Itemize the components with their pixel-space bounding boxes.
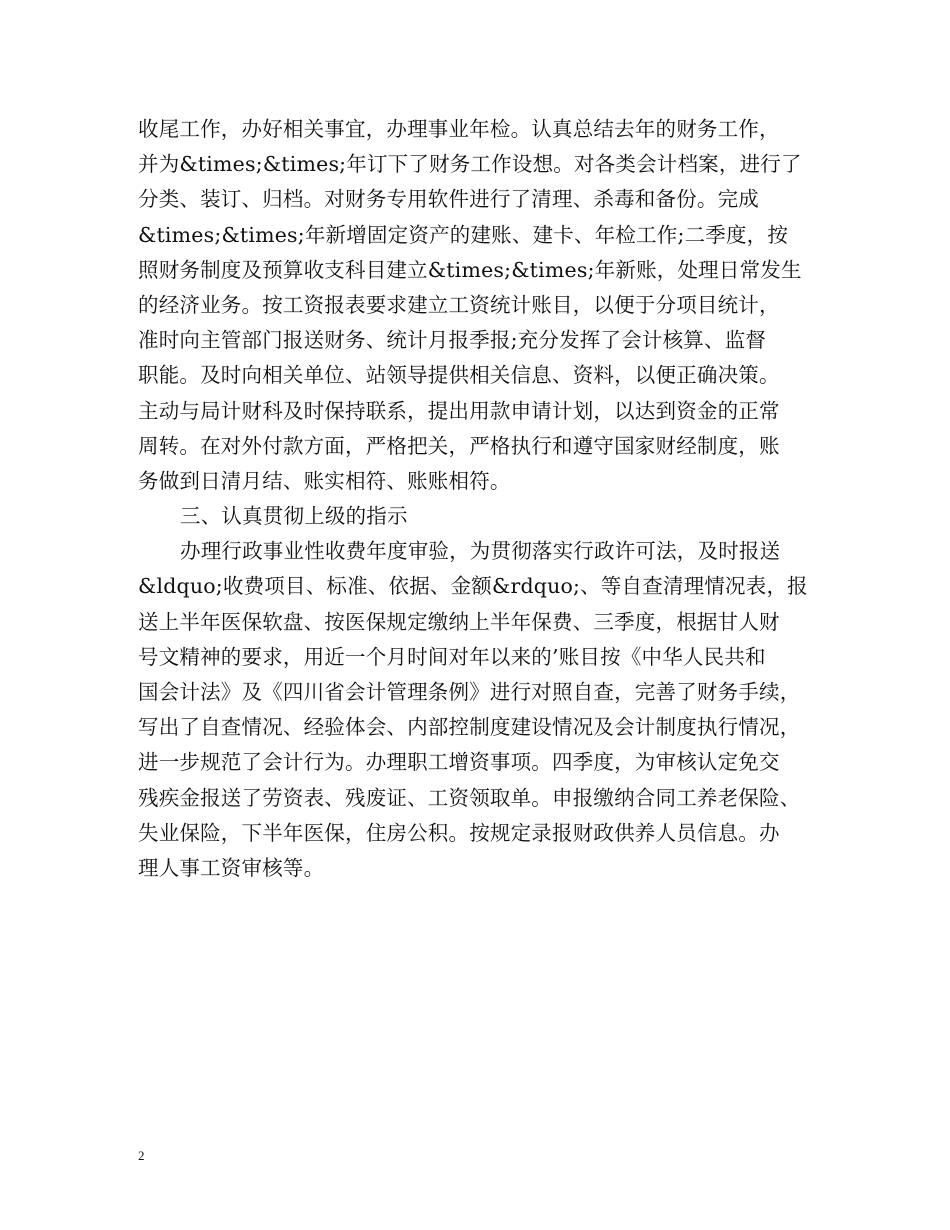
text-line: 收尾工作，办好相关事宜，办理事业年检。认真总结去年的财务工作， (138, 117, 780, 141)
text-line: 分类、装订、归档。对财务专用软件进行了清理、杀毒和备份。完成 (138, 187, 759, 212)
text-line: 务做到日清月结、账实相符、账账相符。 (138, 468, 511, 493)
paragraph-first-line: 办理行政事业性收费年度审验，为贯彻落实行政许可法，及时报送 (180, 539, 781, 564)
text-line: 写出了自查情况、经验体会、内部控制度建设情况及会计制度执行情况， (138, 715, 801, 740)
text-line: 进一步规范了会计行为。办理职工增资事项。四季度，为审核认定免交 (138, 750, 780, 775)
text-line: 照财务制度及预算收支科目建立&times;&times;年新账，处理日常发生 (138, 257, 802, 282)
text-line: 的经济业务。按工资报表要求建立工资统计账目，以便于分项目统计， (138, 292, 780, 317)
text-line: 残疾金报送了劳资表、残废证、工资领取单。申报缴纳合同工养老保险、 (138, 785, 801, 810)
text-line: 理人事工资审核等。 (138, 855, 325, 880)
text-line: 职能。及时向相关单位、站领导提供相关信息、资料，以便正确决策。 (138, 363, 780, 388)
text-line: &times;&times;年新增固定资产的建账、建卡、年检工作;二季度，按 (138, 222, 789, 247)
text-line: 并为&times;&times;年订下了财务工作设想。对各类会计档案，进行了 (138, 152, 802, 177)
page-number: 2 (138, 1148, 145, 1163)
text-line: 周转。在对外付款方面，严格把关，严格执行和遵守国家财经制度，账 (138, 433, 780, 458)
text-line: 国会计法》及《四川省会计管理条例》进行对照自查，完善了财务手续， (138, 680, 801, 704)
text-line: &ldquo;收费项目、标准、依据、金额&rdquo;、等自查清理情况表，报 (138, 574, 808, 599)
text-line: 送上半年医保软盘、按医保规定缴纳上半年保费、三季度，根据甘人财 (138, 609, 780, 634)
document-body (138, 112, 838, 886)
section-heading: 三、认真贯彻上级的指示 (180, 504, 408, 529)
text-line: 主动与局计财科及时保持联系，提出用款申请计划，以达到资金的正常 (138, 398, 780, 423)
text-line: 准时向主管部门报送财务、统计月报季报;充分发挥了会计核算、监督 (138, 328, 767, 353)
text-line: 号文精神的要求，用近一个月时间对年以来的’账目按《中华人民共和 (138, 644, 766, 669)
text-line: 失业保险，下半年医保，住房公积。按规定录报财政供养人员信息。办 (138, 820, 780, 845)
